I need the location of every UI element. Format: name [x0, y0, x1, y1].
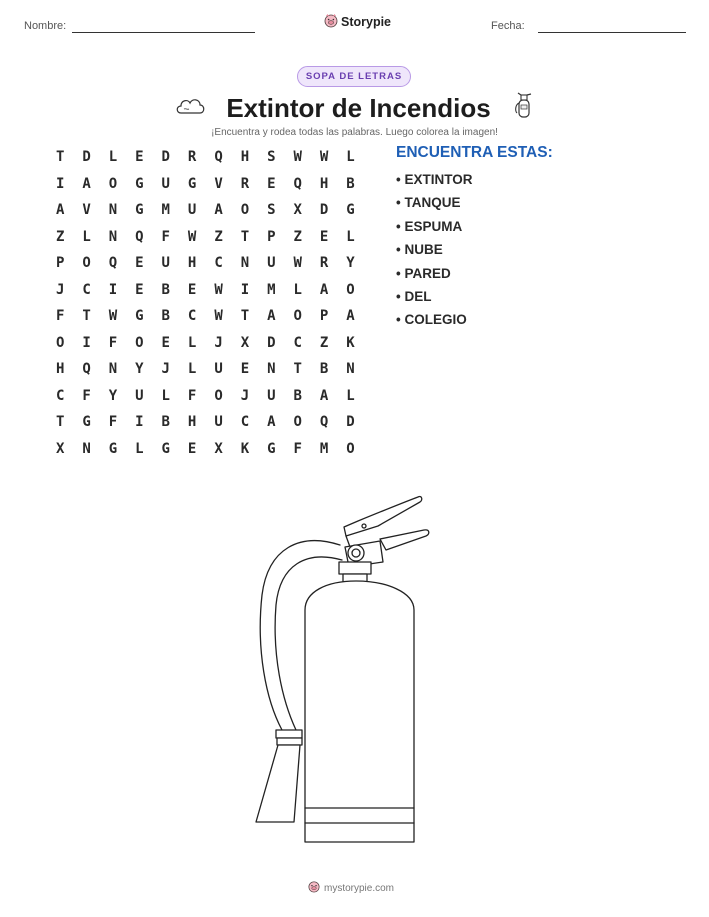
grid-cell[interactable]: O: [82, 255, 91, 271]
grid-cell[interactable]: J: [214, 334, 223, 351]
grid-cell[interactable]: D: [346, 414, 355, 430]
grid-cell[interactable]: F: [108, 334, 118, 351]
grid-cell[interactable]: X: [214, 440, 223, 457]
grid-cell[interactable]: U: [267, 387, 276, 404]
grid-cell[interactable]: D: [267, 334, 276, 351]
grid-cell[interactable]: B: [346, 175, 355, 192]
grid-cell[interactable]: J: [161, 361, 170, 377]
grid-cell[interactable]: W: [214, 281, 223, 298]
grid-cell[interactable]: I: [135, 414, 144, 430]
grid-cell[interactable]: U: [135, 387, 144, 404]
grid-cell[interactable]: W: [293, 255, 302, 271]
grid-cell[interactable]: R: [240, 175, 250, 192]
word-list-item: • TANQUE: [396, 195, 461, 211]
word-list-item: • NUBE: [396, 242, 443, 258]
grid-cell[interactable]: K: [240, 440, 250, 457]
grid-cell[interactable]: X: [293, 202, 302, 218]
grid-cell[interactable]: E: [135, 149, 144, 165]
word-list-item: • COLEGIO: [396, 312, 467, 328]
grid-cell[interactable]: T: [240, 308, 250, 324]
grid-cell[interactable]: M: [267, 281, 276, 298]
grid-cell[interactable]: T: [82, 308, 91, 324]
grid-cell[interactable]: U: [161, 175, 170, 192]
grid-cell[interactable]: F: [187, 387, 197, 404]
cloud-icon: [175, 93, 205, 124]
grid-cell[interactable]: C: [82, 281, 91, 298]
grid-cell[interactable]: J: [55, 281, 65, 298]
grid-cell[interactable]: F: [108, 414, 118, 430]
pig-logo-icon: [308, 880, 320, 896]
grid-cell[interactable]: Q: [214, 149, 223, 165]
page-title: Extintor de Incendios: [226, 93, 491, 123]
grid-cell[interactable]: G: [82, 414, 91, 430]
footer-url[interactable]: mystorypie.com: [324, 882, 395, 894]
grid-cell[interactable]: G: [135, 308, 144, 324]
grid-cell[interactable]: G: [135, 175, 144, 192]
page-title-row: [0, 91, 709, 126]
grid-cell[interactable]: I: [240, 281, 250, 298]
date-label: Fecha:: [491, 20, 525, 32]
grid-cell[interactable]: Q: [293, 175, 302, 192]
grid-cell[interactable]: T: [55, 149, 65, 165]
category-badge: SOPA DE LETRAS: [297, 66, 411, 87]
grid-cell[interactable]: V: [214, 175, 223, 192]
grid-cell[interactable]: T: [240, 228, 250, 245]
grid-cell[interactable]: R: [187, 149, 197, 165]
grid-cell[interactable]: W: [293, 149, 302, 165]
grid-cell[interactable]: L: [293, 281, 302, 298]
grid-cell[interactable]: G: [346, 202, 355, 218]
grid-cell[interactable]: N: [108, 202, 118, 218]
name-field[interactable]: [72, 32, 255, 33]
grid-cell[interactable]: G: [187, 175, 197, 192]
grid-cell[interactable]: G: [267, 440, 276, 457]
grid-cell[interactable]: A: [214, 202, 223, 218]
grid-cell[interactable]: N: [346, 361, 355, 377]
grid-cell[interactable]: A: [319, 281, 329, 298]
grid-cell[interactable]: D: [82, 149, 91, 165]
grid-cell[interactable]: M: [319, 440, 329, 457]
grid-cell[interactable]: F: [293, 440, 302, 457]
grid-cell[interactable]: B: [161, 308, 170, 324]
grid-cell[interactable]: I: [82, 334, 91, 351]
grid-cell[interactable]: H: [240, 149, 250, 165]
grid-cell[interactable]: K: [346, 334, 355, 351]
grid-cell[interactable]: N: [82, 440, 91, 457]
grid-cell[interactable]: A: [267, 414, 276, 430]
grid-cell[interactable]: W: [187, 228, 197, 245]
grid-cell[interactable]: L: [346, 228, 355, 245]
grid-cell[interactable]: E: [161, 334, 170, 351]
grid-cell[interactable]: X: [240, 334, 250, 351]
grid-cell[interactable]: W: [214, 308, 223, 324]
name-label: Nombre:: [24, 20, 67, 32]
grid-cell[interactable]: C: [187, 308, 197, 324]
grid-cell[interactable]: N: [267, 361, 276, 377]
grid-cell[interactable]: H: [187, 414, 197, 430]
grid-cell[interactable]: H: [55, 361, 65, 377]
grid-cell[interactable]: E: [319, 228, 329, 245]
grid-cell[interactable]: G: [108, 440, 118, 457]
grid-cell[interactable]: E: [240, 361, 250, 377]
extinguisher-icon: [514, 91, 534, 126]
grid-cell[interactable]: E: [135, 255, 144, 271]
grid-cell[interactable]: Y: [346, 255, 355, 271]
grid-cell[interactable]: V: [82, 202, 91, 218]
pig-logo-icon: [324, 13, 338, 31]
grid-cell[interactable]: A: [267, 308, 276, 324]
grid-cell[interactable]: B: [161, 414, 170, 430]
grid-cell[interactable]: M: [161, 202, 170, 218]
grid-cell[interactable]: O: [346, 440, 355, 457]
grid-cell[interactable]: Q: [135, 228, 144, 245]
grid-cell[interactable]: T: [55, 414, 65, 430]
grid-cell[interactable]: C: [214, 255, 223, 271]
grid-cell[interactable]: I: [108, 281, 118, 298]
grid-cell[interactable]: O: [293, 414, 302, 430]
grid-cell[interactable]: L: [161, 387, 170, 404]
grid-cell[interactable]: F: [55, 308, 65, 324]
grid-cell[interactable]: O: [346, 281, 355, 298]
grid-cell[interactable]: Q: [108, 255, 118, 271]
grid-cell[interactable]: Z: [293, 228, 302, 245]
word-list-item: • DEL: [396, 288, 432, 304]
grid-cell[interactable]: N: [240, 255, 250, 271]
grid-cell[interactable]: L: [346, 387, 355, 404]
grid-cell[interactable]: A: [346, 308, 355, 324]
grid-cell[interactable]: Z: [214, 228, 223, 245]
grid-cell[interactable]: Y: [108, 387, 118, 404]
grid-cell[interactable]: A: [319, 387, 329, 404]
grid-cell[interactable]: L: [187, 334, 197, 351]
grid-cell[interactable]: P: [267, 228, 276, 245]
brand-name: Storypie: [341, 15, 392, 29]
grid-cell[interactable]: L: [82, 228, 91, 245]
grid-cell[interactable]: X: [55, 440, 65, 457]
grid-cell[interactable]: Z: [55, 228, 65, 245]
grid-cell[interactable]: Z: [319, 334, 329, 351]
grid-cell[interactable]: G: [161, 440, 170, 457]
grid-cell[interactable]: J: [240, 387, 250, 404]
grid-cell[interactable]: Y: [135, 361, 144, 377]
grid-cell[interactable]: F: [161, 228, 170, 245]
grid-cell[interactable]: L: [108, 149, 118, 165]
grid-cell[interactable]: T: [293, 361, 302, 377]
footer: [308, 880, 394, 896]
grid-cell[interactable]: O: [55, 334, 65, 351]
word-list-title: ENCUENTRA ESTAS:: [396, 144, 553, 161]
grid-cell[interactable]: N: [108, 228, 118, 245]
grid-cell[interactable]: O: [293, 308, 302, 324]
grid-cell[interactable]: E: [267, 175, 276, 192]
word-list-item: • PARED: [396, 265, 451, 281]
grid-cell[interactable]: U: [214, 361, 223, 377]
grid-cell[interactable]: O: [214, 387, 223, 404]
grid-cell[interactable]: C: [240, 414, 250, 430]
grid-cell[interactable]: B: [161, 281, 170, 298]
grid-cell[interactable]: E: [187, 440, 197, 457]
grid-cell[interactable]: L: [135, 440, 144, 457]
grid-cell[interactable]: B: [293, 387, 302, 404]
grid-cell[interactable]: L: [346, 149, 355, 165]
grid-cell[interactable]: L: [187, 361, 197, 377]
grid-cell[interactable]: P: [319, 308, 329, 324]
grid-cell[interactable]: Q: [82, 361, 91, 377]
date-field[interactable]: [538, 32, 686, 33]
word-list: [396, 170, 473, 334]
grid-cell[interactable]: N: [108, 361, 118, 377]
grid-cell[interactable]: D: [319, 202, 329, 218]
word-search-grid: [47, 148, 364, 466]
grid-cell[interactable]: A: [82, 175, 91, 192]
grid-cell[interactable]: O: [240, 202, 250, 218]
brand-logo: [324, 13, 391, 31]
grid-cell[interactable]: P: [55, 255, 65, 271]
word-list-item: • EXTINTOR: [396, 172, 473, 187]
grid-cell[interactable]: W: [319, 149, 329, 165]
grid-cell[interactable]: U: [187, 202, 197, 218]
grid-cell[interactable]: U: [214, 414, 223, 430]
grid-cell[interactable]: Q: [319, 414, 329, 430]
grid-cell[interactable]: I: [55, 175, 65, 192]
grid-cell[interactable]: S: [267, 202, 276, 218]
grid-cell[interactable]: H: [319, 175, 329, 192]
grid-cell[interactable]: A: [55, 202, 65, 218]
grid-cell[interactable]: D: [161, 149, 170, 165]
grid-cell[interactable]: H: [187, 255, 197, 271]
instructions: ¡Encuentra y rodea todas las palabras. Luego colorea la imagen!: [211, 127, 498, 138]
word-list-item: • ESPUMA: [396, 218, 463, 234]
grid-cell[interactable]: F: [82, 387, 91, 404]
grid-cell[interactable]: W: [108, 308, 118, 324]
grid-cell[interactable]: U: [161, 255, 170, 271]
fire-extinguisher-coloring-icon: [230, 490, 460, 855]
grid-cell[interactable]: G: [135, 202, 144, 218]
grid-cell[interactable]: C: [293, 334, 302, 351]
grid-cell[interactable]: B: [319, 361, 329, 377]
grid-cell[interactable]: E: [187, 281, 197, 298]
grid-cell[interactable]: C: [55, 387, 65, 404]
grid-cell[interactable]: E: [135, 281, 144, 298]
grid-cell[interactable]: R: [319, 255, 329, 271]
grid-cell[interactable]: O: [108, 175, 118, 192]
grid-cell[interactable]: S: [267, 149, 276, 165]
grid-cell[interactable]: U: [267, 255, 276, 271]
grid-cell[interactable]: O: [135, 334, 144, 351]
